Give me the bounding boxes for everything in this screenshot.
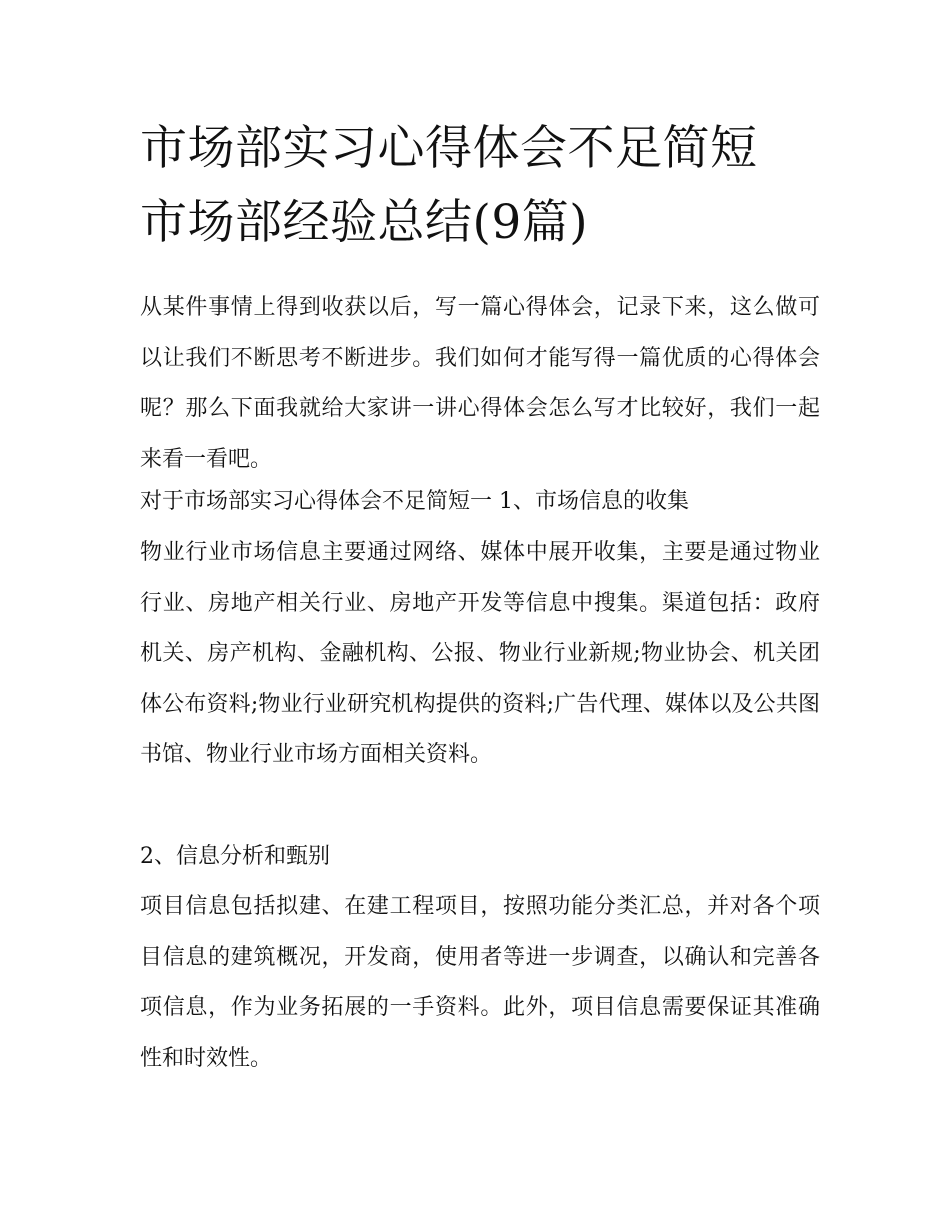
section-2-paragraph: 项目信息包括拟建、在建工程项目，按照功能分类汇总，并对各个项目信息的建筑概况，开发商，使用者等进一步调查，以确认和完善各项信息，作为业务拓展的一手资料。此外，项目信息需要保证其准确性和时效性。 (140, 894, 820, 1071)
title-line-1: 市场部实习心得体会不足简短 (140, 121, 758, 176)
subheading-2: 2、信息分析和甄别 (140, 844, 330, 869)
section-heading: 对于市场部实习心得体会不足简短一 1、市场信息的收集 (140, 489, 689, 514)
title-line-2: 市场部经验总结(9篇) (140, 195, 589, 250)
section-1-paragraph: 物业行业市场信息主要通过网络、媒体中展开收集，主要是通过物业行业、房地产相关行业、房地产开发等信息中搜集。渠道包括：政府机关、房产机构、金融机构、公报、物业行业新规;物业协会、机关团体公布资料;物业行业研究机构提供的资料;广告代理、媒体以及公共图书馆、物业行业市场方面相关资料。 (140, 540, 820, 767)
page-title (140, 112, 830, 260)
intro-paragraph: 从某件事情上得到收获以后，写一篇心得体会，记录下来，这么做可以让我们不断思考不断进步。我们如何才能写得一篇优质的心得体会呢？那么下面我就给大家讲一讲心得体会怎么写才比较好，我们一起来看一看吧。 (140, 295, 820, 472)
